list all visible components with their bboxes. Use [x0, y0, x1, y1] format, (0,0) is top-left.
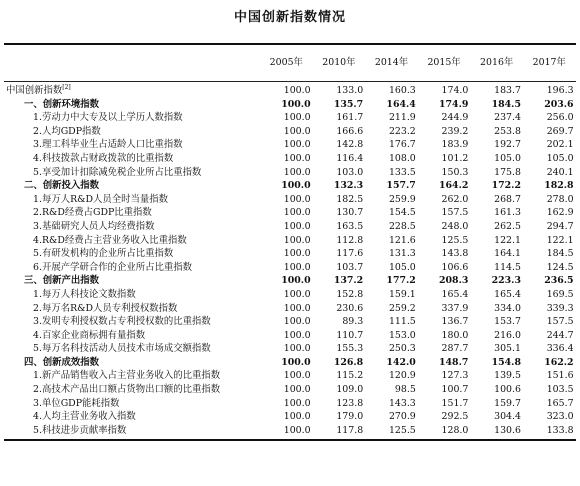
table-row — [4, 424, 576, 438]
row-label — [4, 206, 260, 220]
value-cell: 184.5 — [491, 98, 521, 110]
row-label-text: 4.人均主营业务收入指数 — [33, 411, 136, 423]
value-cell: 133.5 — [388, 166, 416, 178]
value-cell: 100.0 — [283, 424, 311, 436]
value-cell: 174.0 — [441, 85, 469, 96]
row-label-text: 5.享受加计扣除减免税企业所占比重指数 — [33, 166, 202, 178]
value-cell: 269.7 — [546, 125, 574, 137]
value-cell: 160.3 — [388, 85, 416, 96]
row-label — [4, 329, 260, 343]
table-body — [4, 82, 576, 437]
row-label — [4, 234, 260, 248]
value-cell: 228.5 — [388, 220, 416, 232]
value-cell: 165.7 — [546, 397, 574, 409]
value-cell: 165.4 — [494, 288, 521, 300]
header-year: 2005年 — [269, 57, 303, 69]
index-table — [4, 43, 576, 441]
table-row — [4, 410, 576, 424]
value-cell: 244.7 — [546, 329, 574, 341]
value-cell: 184.5 — [546, 248, 574, 260]
row-label-text: 4.科技拨款占财政拨款的比重指数 — [33, 152, 174, 164]
value-cell: 278.0 — [546, 193, 574, 205]
value-cell: 100.0 — [283, 329, 311, 341]
table-row — [4, 111, 576, 125]
value-cell: 150.3 — [441, 166, 469, 178]
value-cell: 174.9 — [439, 98, 469, 110]
value-cell: 105.0 — [388, 261, 416, 273]
value-cell: 152.8 — [336, 288, 364, 300]
row-label-text: 2.人均GDP指数 — [33, 125, 101, 137]
value-cell: 125.5 — [388, 424, 416, 436]
value-cell: 100.0 — [281, 356, 311, 368]
value-cell: 153.7 — [494, 316, 521, 328]
value-cell: 256.0 — [546, 112, 574, 124]
value-cell: 100.0 — [283, 384, 311, 396]
value-cell: 115.2 — [336, 370, 364, 382]
value-cell: 130.6 — [494, 424, 521, 436]
row-label — [4, 274, 260, 288]
value-cell: 103.5 — [546, 384, 574, 396]
row-label-text: 1.劳动力中大专及以上学历人数指数 — [33, 112, 183, 124]
value-cell: 159.1 — [388, 288, 416, 300]
value-cell: 253.8 — [494, 125, 521, 137]
value-cell: 100.0 — [281, 180, 311, 192]
value-cell: 100.0 — [283, 302, 311, 314]
table-header — [4, 45, 576, 81]
footnote-marker: [2] — [62, 84, 71, 91]
value-cell: 159.7 — [494, 397, 521, 409]
value-cell: 100.0 — [283, 125, 311, 137]
value-cell: 135.7 — [333, 98, 364, 110]
value-cell: 120.9 — [388, 370, 416, 382]
value-cell: 259.2 — [388, 302, 416, 314]
value-cell: 236.5 — [544, 275, 574, 287]
row-label-text: 5.有研发机构的企业所占比重指数 — [33, 248, 174, 260]
value-cell: 124.5 — [546, 261, 574, 273]
row-label — [4, 288, 260, 302]
row-label-text: 6.开展产学研合作的企业所占比重指数 — [33, 261, 192, 273]
row-label — [4, 410, 260, 424]
value-cell: 223.2 — [388, 125, 416, 137]
table-row — [4, 234, 576, 248]
value-cell: 223.3 — [491, 275, 521, 287]
value-cell: 139.5 — [494, 370, 521, 382]
value-cell: 103.7 — [336, 261, 364, 273]
value-cell: 323.0 — [546, 411, 574, 423]
value-cell: 182.8 — [544, 180, 574, 192]
row-label — [4, 84, 260, 98]
value-cell: 100.0 — [283, 85, 311, 96]
table-row — [4, 261, 576, 275]
section-row — [4, 356, 576, 370]
value-cell: 163.5 — [336, 220, 364, 232]
value-cell: 162.2 — [544, 356, 574, 368]
value-cell: 248.0 — [441, 220, 469, 232]
value-cell: 142.0 — [386, 356, 416, 368]
row-label-text: 3.发明专利授权数占专利授权数的比重指数 — [33, 316, 211, 328]
row-label-text: 1.每万人R&D人员全时当量指数 — [33, 193, 168, 205]
table-row — [4, 193, 576, 207]
value-cell: 112.8 — [336, 234, 364, 246]
value-cell: 154.5 — [388, 207, 416, 219]
table-row — [4, 342, 576, 356]
value-cell: 154.8 — [491, 356, 521, 368]
value-cell: 239.2 — [441, 125, 469, 137]
value-cell: 136.7 — [441, 316, 469, 328]
value-cell: 117.8 — [336, 424, 364, 436]
value-cell: 100.0 — [281, 275, 311, 287]
value-cell: 294.7 — [546, 220, 574, 232]
row-label-text: 4.百家企业商标拥有量指数 — [33, 329, 146, 341]
value-cell: 100.0 — [283, 411, 311, 423]
value-cell: 100.0 — [283, 343, 311, 355]
row-label — [4, 152, 260, 166]
value-cell: 151.6 — [546, 370, 574, 382]
value-cell: 114.5 — [494, 261, 521, 273]
value-cell: 157.5 — [441, 207, 469, 219]
row-label-text: 一、创新环境指数 — [24, 98, 100, 110]
row-label-text: 3.基础研究人员人均经费指数 — [33, 220, 155, 232]
value-cell: 100.0 — [283, 316, 311, 328]
value-cell: 109.0 — [336, 384, 364, 396]
value-cell: 157.7 — [386, 180, 416, 192]
value-cell: 153.0 — [388, 329, 416, 341]
value-cell: 164.2 — [439, 180, 469, 192]
value-cell: 161.7 — [336, 112, 364, 124]
value-cell: 183.9 — [441, 139, 469, 151]
value-cell: 143.3 — [388, 397, 416, 409]
value-cell: 143.8 — [441, 248, 469, 260]
row-label — [4, 302, 260, 316]
value-cell: 100.6 — [494, 384, 521, 396]
table-row — [4, 302, 576, 316]
value-cell: 133.0 — [336, 85, 364, 96]
row-label — [4, 179, 260, 193]
row-label — [4, 247, 260, 261]
value-cell: 116.4 — [336, 152, 364, 164]
row-label — [4, 166, 260, 180]
table-row — [4, 397, 576, 411]
value-cell: 155.3 — [336, 343, 364, 355]
section-row — [4, 274, 576, 288]
value-cell: 292.5 — [441, 411, 469, 423]
page-title: 中国创新指数情况 — [233, 10, 346, 25]
value-cell: 175.8 — [494, 166, 521, 178]
value-cell: 100.0 — [283, 234, 311, 246]
value-cell: 148.7 — [439, 356, 469, 368]
header-year: 2016年 — [480, 57, 514, 69]
value-cell: 132.3 — [333, 180, 364, 192]
header-year: 2017年 — [532, 57, 566, 69]
value-cell: 250.3 — [388, 343, 416, 355]
value-cell: 111.5 — [388, 316, 416, 328]
table-row — [4, 288, 576, 302]
row-label — [4, 342, 260, 356]
value-cell: 100.0 — [283, 152, 311, 164]
value-cell: 100.0 — [283, 139, 311, 151]
value-cell: 162.9 — [546, 207, 574, 219]
value-cell: 164.1 — [494, 248, 521, 260]
value-cell: 106.6 — [441, 261, 469, 273]
value-cell: 230.6 — [336, 302, 364, 314]
value-cell: 176.7 — [388, 139, 416, 151]
value-cell: 262.5 — [494, 220, 521, 232]
value-cell: 98.5 — [394, 384, 416, 396]
value-cell: 122.1 — [546, 234, 574, 246]
value-cell: 183.7 — [494, 85, 521, 96]
value-cell: 192.7 — [494, 139, 521, 151]
value-cell: 100.0 — [281, 98, 311, 110]
value-cell: 137.2 — [333, 275, 364, 287]
value-cell: 122.1 — [494, 234, 521, 246]
value-cell: 336.4 — [546, 343, 574, 355]
value-cell: 244.9 — [441, 112, 469, 124]
value-cell: 110.7 — [336, 329, 364, 341]
value-cell: 334.0 — [494, 302, 521, 314]
value-cell: 202.1 — [546, 139, 574, 151]
value-cell: 121.6 — [388, 234, 416, 246]
row-label-text: 1.新产品销售收入占主营业务收入的比重指数 — [33, 370, 221, 382]
value-cell: 177.2 — [386, 275, 416, 287]
section-row — [4, 98, 576, 112]
table-row — [4, 138, 576, 152]
row-label-text: 四、创新成效指数 — [24, 356, 100, 368]
row-label — [4, 369, 260, 383]
value-cell: 151.7 — [441, 397, 469, 409]
value-cell: 161.3 — [494, 207, 521, 219]
row-label-text: 2.R&D经费占GDP比重指数 — [33, 207, 152, 219]
row-label-text: 中国创新指数 — [6, 85, 63, 96]
value-cell: 105.0 — [546, 152, 574, 164]
value-cell: 100.0 — [283, 112, 311, 124]
value-cell: 166.6 — [336, 125, 364, 137]
table-row — [4, 206, 576, 220]
value-cell: 270.9 — [388, 411, 416, 423]
value-cell: 100.0 — [283, 288, 311, 300]
value-cell: 100.0 — [283, 248, 311, 260]
value-cell: 157.5 — [546, 316, 574, 328]
value-cell: 128.0 — [441, 424, 469, 436]
value-cell: 216.0 — [494, 329, 521, 341]
table-row — [4, 152, 576, 166]
table-row — [4, 329, 576, 343]
value-cell: 164.4 — [386, 98, 416, 110]
value-cell: 108.0 — [388, 152, 416, 164]
value-cell: 203.6 — [544, 98, 574, 110]
table-row — [4, 369, 576, 383]
value-cell: 100.0 — [283, 207, 311, 219]
value-cell: 100.0 — [283, 220, 311, 232]
value-cell: 101.2 — [441, 152, 469, 164]
value-cell: 179.0 — [336, 411, 364, 423]
value-cell: 304.4 — [494, 411, 521, 423]
table-row — [4, 247, 576, 261]
row-label — [4, 383, 260, 397]
value-cell: 100.0 — [283, 261, 311, 273]
row-label-text: 5.每万名科技活动人员技术市场成交额指数 — [33, 343, 211, 355]
row-label — [4, 356, 260, 370]
value-cell: 100.0 — [283, 166, 311, 178]
value-cell: 105.0 — [494, 152, 521, 164]
value-cell: 100.0 — [283, 397, 311, 409]
row-label — [4, 220, 260, 234]
row-label-text: 二、创新投入指数 — [24, 180, 100, 192]
row-label — [4, 261, 260, 275]
value-cell: 268.7 — [494, 193, 521, 205]
value-cell: 100.7 — [441, 384, 469, 396]
value-cell: 126.8 — [333, 356, 364, 368]
row-label-text: 1.每万人科技论文数指数 — [33, 288, 136, 300]
value-cell: 169.5 — [546, 288, 574, 300]
table-row — [4, 220, 576, 234]
header-year: 2014年 — [374, 57, 409, 69]
row-label — [4, 98, 260, 112]
value-cell: 237.4 — [494, 112, 521, 124]
value-cell: 123.8 — [336, 397, 364, 409]
value-cell: 180.0 — [441, 329, 469, 341]
row-label — [4, 111, 260, 125]
row-label — [4, 138, 260, 152]
section-row — [4, 179, 576, 193]
header-year: 2015年 — [427, 57, 461, 69]
value-cell: 130.7 — [336, 207, 364, 219]
row-label-text: 3.理工科毕业生占适龄人口比重指数 — [33, 139, 183, 151]
value-cell: 131.3 — [388, 248, 416, 260]
row-label-text: 2.每万名R&D人员专利授权数指数 — [33, 302, 178, 314]
value-cell: 211.9 — [388, 112, 416, 124]
row-label-text: 三、创新产出指数 — [24, 275, 100, 287]
row-label-text: 4.R&D经费占主营业务收入比重指数 — [33, 234, 187, 246]
row-label — [4, 315, 260, 329]
value-cell: 287.7 — [441, 343, 469, 355]
table-row — [4, 125, 576, 139]
value-cell: 337.9 — [441, 302, 469, 314]
row-label-text: 5.科技进步贡献率指数 — [33, 424, 127, 436]
value-cell: 196.3 — [546, 85, 574, 96]
row-label — [4, 397, 260, 411]
value-cell: 262.0 — [441, 193, 469, 205]
value-cell: 127.3 — [441, 370, 469, 382]
value-cell: 142.8 — [336, 139, 364, 151]
value-cell: 125.5 — [441, 234, 469, 246]
total-row — [4, 84, 576, 98]
table-bottom-rule — [4, 439, 576, 441]
value-cell: 100.0 — [283, 370, 311, 382]
value-cell: 305.1 — [494, 343, 521, 355]
value-cell: 89.3 — [342, 316, 364, 328]
header-year: 2010年 — [322, 57, 356, 69]
row-label-text: 2.高技术产品出口额占货物出口额的比重指数 — [33, 384, 221, 396]
table-row — [4, 383, 576, 397]
value-cell: 208.3 — [439, 275, 469, 287]
table-row — [4, 315, 576, 329]
value-cell: 240.1 — [546, 166, 574, 178]
value-cell: 259.9 — [388, 193, 416, 205]
row-label — [4, 125, 260, 139]
value-cell: 133.8 — [546, 424, 574, 436]
value-cell: 100.0 — [283, 193, 311, 205]
value-cell: 103.0 — [336, 166, 364, 178]
row-label — [4, 193, 260, 207]
row-label-text: 3.单位GDP能耗指数 — [33, 397, 120, 409]
row-label — [4, 424, 260, 438]
value-cell: 339.3 — [546, 302, 574, 314]
value-cell: 117.6 — [336, 248, 364, 260]
table-row — [4, 166, 576, 180]
value-cell: 182.5 — [336, 193, 364, 205]
value-cell: 172.2 — [491, 180, 521, 192]
value-cell: 165.4 — [441, 288, 469, 300]
